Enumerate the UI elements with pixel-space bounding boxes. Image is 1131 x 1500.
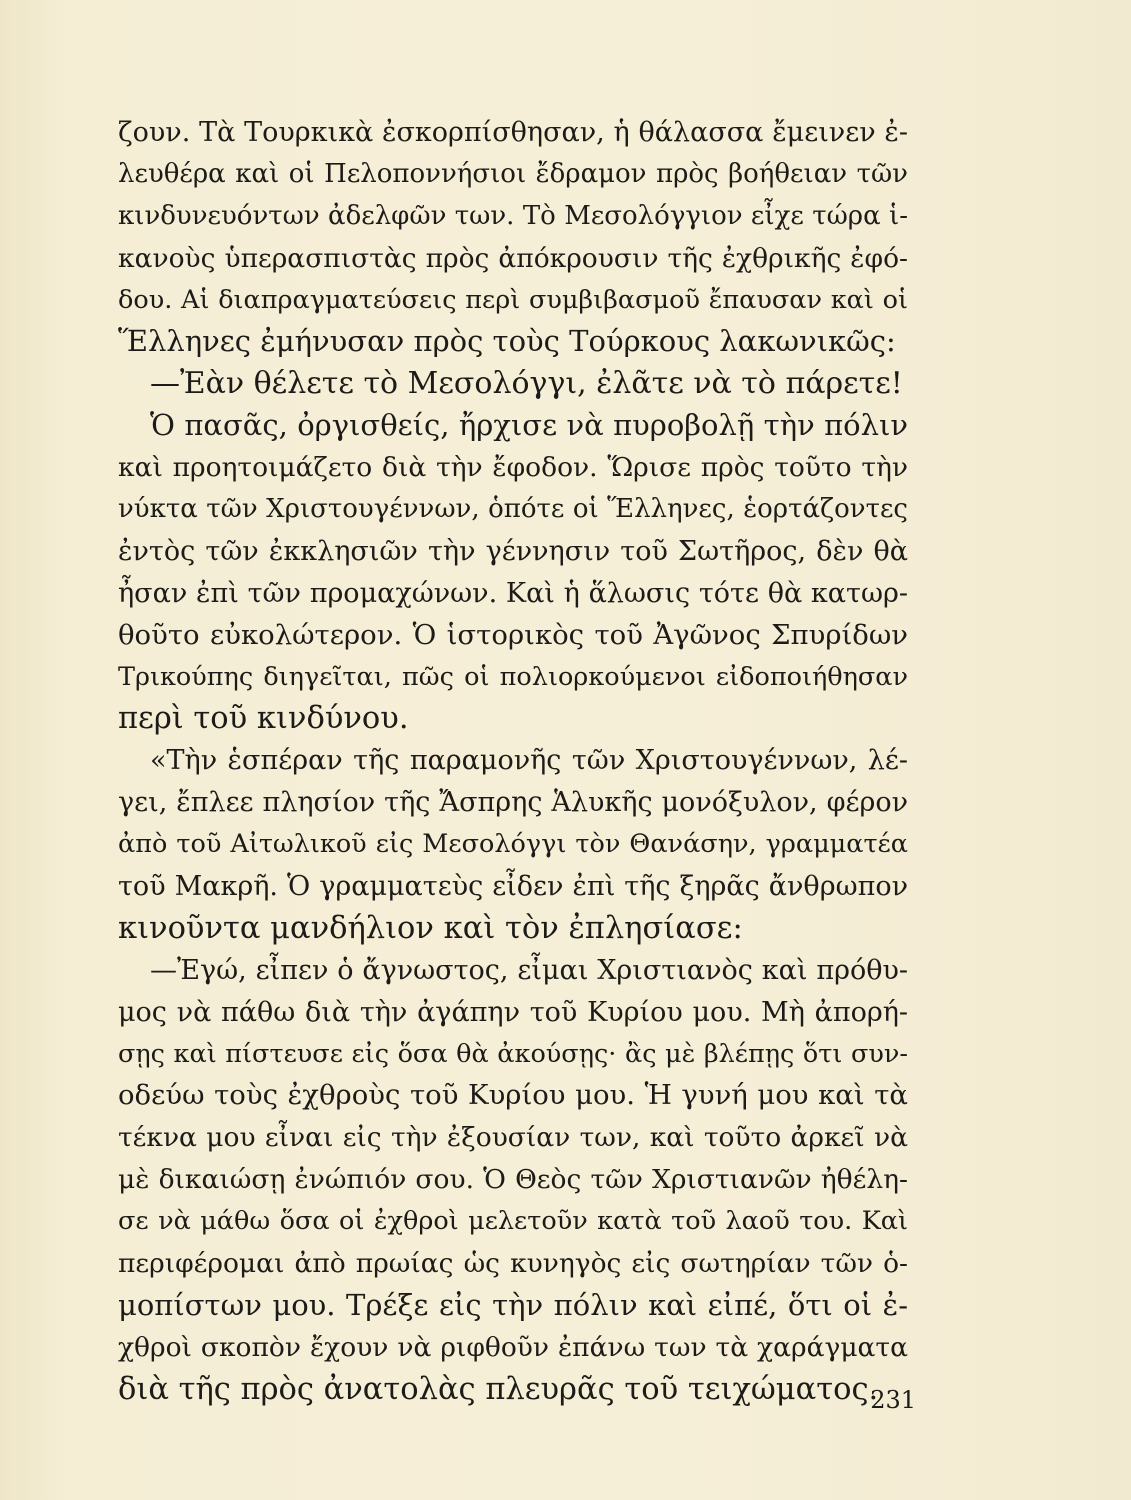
text-line: χθροὶ σκοπὸν ἔχουν νὰ ριφθοῦν ἐπάνω των τὰ χαράγματα — [118, 1331, 908, 1363]
text-line: διὰ τῆς πρὸς ἀνατολὰς πλευρᾶς τοῦ τειχώματος. — [118, 1371, 879, 1407]
text-line: μος νὰ πάθω διὰ τὴν ἀγάπην τοῦ Κυρίου μου. Μὴ ἀπορή- — [118, 996, 908, 1028]
text-line: ἀπὸ τοῦ Αἰτωλικοῦ εἰς Μεσολόγγι τὸν Θανάσην, γραμματέα — [118, 829, 908, 860]
text-line: μοπίστων μου. Τρέξε εἰς τὴν πόλιν καὶ εἰπέ, ὅτι οἱ ἐ- — [118, 1287, 908, 1322]
text-line: δου. Αἱ διαπραγματεύσεις περὶ συμβιβασμοῦ ἔπαυσαν καὶ οἱ — [118, 284, 908, 315]
text-line: γει, ἔπλεε πλησίον τῆς Ἄσπρης Ἁλυκῆς μονόξυλον, φέρον — [118, 787, 908, 819]
text-line: καὶ προητοιμάζετο διὰ τὴν ἔφοδον. Ὥρισε πρὸς τοῦτο τὴν — [118, 452, 908, 484]
text-line: ζουν. Τὰ Τουρκικὰ ἐσκορπίσθησαν, ἡ θάλασσα ἔμεινεν ἐ- — [118, 117, 908, 148]
text-line: κανοὺς ὑπερασπιστὰς πρὸς ἀπόκρουσιν τῆς ἐχθρικῆς ἐφό- — [118, 242, 908, 274]
text-line: Τρικούπης διηγεῖται, πῶς οἱ πολιορκούμενοι εἰδοποιήθησαν — [118, 661, 908, 692]
text-line: —Ἐὰν θέλετε τὸ Μεσολόγγι, ἐλᾶτε νὰ τὸ πάρετε! — [150, 366, 903, 402]
text-line: θοῦτο εὐκολώτερον. Ὁ ἱστορικὸς τοῦ Ἀγῶνος Σπυρίδων — [118, 618, 908, 651]
body-text — [118, 112, 908, 1411]
text-line: «Τὴν ἑσπέραν τῆς παραμονῆς τῶν Χριστουγέννων, λέ- — [150, 745, 908, 777]
text-line: σῃς καὶ πίστευσε εἰς ὅσα θὰ ἀκούσῃς· ἂς μὲ βλέπῃς ὅτι συν- — [118, 1038, 908, 1069]
text-line: κινδυνευόντων ἀδελφῶν των. Τὸ Μεσολόγγιον εἶχε τώρα ἱ- — [118, 200, 908, 231]
text-line: περιφέρομαι ἀπὸ πρωίας ὡς κυνηγὸς εἰς σωτηρίαν τῶν ὁ- — [118, 1248, 908, 1280]
text-line: περὶ τοῦ κινδύνου. — [118, 701, 409, 737]
text-line: —Ἐγώ, εἶπεν ὁ ἄγνωστος, εἶμαι Χριστιανὸς καὶ πρόθυ- — [150, 954, 908, 986]
page-number: 231 — [870, 1386, 916, 1414]
text-line: ἦσαν ἐπὶ τῶν προμαχώνων. Καὶ ἡ ἅλωσις τότε θὰ κατωρ- — [118, 577, 908, 609]
text-line: κινοῦντα μανδήλιον καὶ τὸν ἐπλησίασε: — [118, 910, 743, 946]
text-line: τέκνα μου εἶναι εἰς τὴν ἐξουσίαν των, καὶ τοῦτο ἀρκεῖ νὰ — [118, 1122, 908, 1154]
text-line: σε νὰ μάθω ὅσα οἱ ἐχθροὶ μελετοῦν κατὰ τοῦ λαοῦ του. Καὶ — [118, 1206, 908, 1237]
text-line: νύκτα τῶν Χριστουγέννων, ὁπότε οἱ Ἕλληνες, ἑορτάζοντες — [118, 494, 908, 525]
text-line: μὲ δικαιώσῃ ἐνώπιόν σου. Ὁ Θεὸς τῶν Χριστιανῶν ἠθέλη- — [118, 1164, 908, 1196]
text-line: λευθέρα καὶ οἱ Πελοποννήσιοι ἔδραμον πρὸς βοήθειαν τῶν — [118, 158, 908, 189]
text-line: Ὁ πασᾶς, ὀργισθείς, ἤρχισε νὰ πυροβολῇ τὴν πόλιν — [150, 408, 908, 443]
text-line: ἐντὸς τῶν ἐκκλησιῶν τὴν γέννησιν τοῦ Σωτῆρος, δὲν θὰ — [118, 535, 908, 567]
text-line: τοῦ Μακρῆ. Ὁ γραμματεὺς εἶδεν ἐπὶ τῆς ξηρᾶς ἄνθρωπον — [118, 871, 908, 903]
text-line: Ἕλληνες ἐμήνυσαν πρὸς τοὺς Τούρκους λακωνικῶς: — [118, 324, 896, 359]
text-line: οδεύω τοὺς ἐχθροὺς τοῦ Κυρίου μου. Ἡ γυνή μου καὶ τὰ — [118, 1079, 908, 1112]
